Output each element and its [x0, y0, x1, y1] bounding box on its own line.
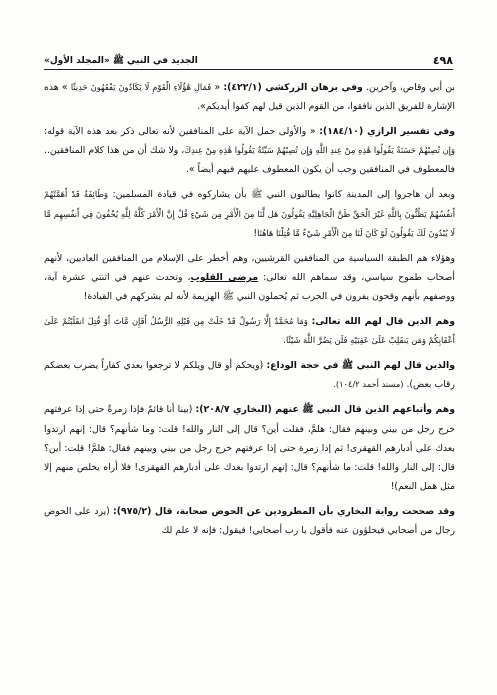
- text-run: » هذه الإشارة للفريق الذين نافقوا، من القوم الذين قيل لهم كفوا أيديكم».: [44, 82, 455, 113]
- text-run: وهؤلاء هم الطبقة السياسية من المنافقين القرشيين، وهم أخطر على الإسلام من المنافقين العاديين، لأنهم أصحاب طموح سياسي، وقد سماهم الله تعالى:: [44, 252, 455, 283]
- text-run: وبعد أن هاجروا إلى المدينة كانوا يطالبون النبي ﷺ بأن يشاركوه في قيادة المسلمين:: [108, 189, 455, 201]
- text-run: « والأولى حمل الآية على المنافقين لأنه تعالى ذكر بعد هذه الآية قوله:: [44, 126, 320, 138]
- paragraph: [44, 78, 455, 116]
- bold-text: وقد صححت رواية البخاري بأن المطرودين عن الحوض صحابة، قال (٩٧٥/٢):: [113, 505, 456, 517]
- page-number: ٤٩٨: [432, 54, 453, 67]
- quote-text: وَمَا مُحَمَّدٌ إِلَّا رَسُولٌ قَدْ خَلَتْ مِن قَبْلِهِ الرُّسُلُ أَفَإِن مَّاتَ أَوْ قُتِلَ انقَلَبْتُمْ عَلَىٰ أَعْقَابِكُمْ وَمَن يَنقَلِبْ عَلَىٰ عَقِبَيْهِ فَلَن يَضُرَّ اللَّهَ شَيْئًا: [44, 316, 455, 346]
- running-title: الجديد في النبي ﷺ «المجلد الأول»: [44, 56, 198, 66]
- page-header: [44, 51, 453, 67]
- bold-text: وهم وأتباعهم الذين قال النبي ﷺ عنهم (البخاري ٢٠٨/٧):: [195, 404, 455, 416]
- bold-text: وفي تفسير الرازي (١٨٤/١٠):: [319, 126, 455, 138]
- quote-text: (مسند أحمد ١٠٤/٢).: [333, 379, 404, 390]
- text-run: «: [211, 82, 224, 93]
- paragraph: [44, 356, 455, 394]
- paragraph: [44, 312, 455, 350]
- bold-text: وفي برهان الزركشي (٤٢٢/١):: [223, 82, 363, 93]
- text-run: (ويحكم أو قال ويلكم لا ترجعوا بعدي كفاراً يضرب بعضكم رقاب بعض).: [44, 360, 455, 391]
- text-run: (بينا أنا قائمٌ فإذا زمرةٌ حتى إذا عرفتهم خرج رجل من بيني وبينهم فقال: هلمَّ، فقلت أين؟ قال إلى النار والله! قلت: وما شأنهم؟ قال: إنهم ارتدوا بعدك على أدبارهم القهقرى! ثم إذا زمرة حتى إذا عرفتهم خرج رجل من بيني وبينهم فقال: هلمَّ! قلت: أين؟ قال: إلى النار والله! قلت: ما شأنهم؟ قال: إنهم ارتدوا بعدك على أدبارهم القهقرى! فلا أراه يخلص منهم إلا مثل همل النعم)!: [44, 404, 455, 492]
- text-run: .: [283, 335, 286, 347]
- paragraph: [44, 249, 455, 306]
- quote-text: وَطَائِفَةٌ قَدْ أَهَمَّتْهُمْ أَنفُسُهُمْ يَظُنُّونَ بِاللَّهِ غَيْرَ الْحَقِّ ظَنَّ الْجَاهِلِيَّةِ يَقُولُونَ هَل لَّنَا مِنَ الْأَمْرِ مِن شَيْءٍ قُلْ إِنَّ الْأَمْرَ كُلَّهُ لِلَّهِ يُخْفُونَ فِي أَنفُسِهِم مَّا لَا يُبْدُونَ لَكَ يَقُولُونَ لَوْ كَانَ لَنَا مِنَ الْأَمْرِ شَيْءٌ مَّا قُتِلْنَا هَاهُنَا: [44, 189, 455, 238]
- text-run: ، ولا شك أن من هذا كلام المنافقين.. فالمعطوف في المنافقين وجب أن يكون المعطوف عليهم فيهم أيضاً ».: [44, 145, 455, 176]
- paragraph: [44, 185, 455, 242]
- paragraph: [44, 502, 455, 540]
- quote-text: فَمَالِ هَٰؤُلَاءِ الْقَوْمِ لَا يَكَادُونَ يَفْقَهُونَ حَدِيثًا: [70, 82, 212, 92]
- header-rule: [44, 69, 453, 70]
- quote-text: وَإِن تُصِبْهُمْ حَسَنَةٌ يَقُولُوا هَٰذِهِ مِنْ عِندِ اللَّهِ وَإِن تُصِبْهُمْ سَيِّئَةٌ يَقُولُوا هَٰذِهِ مِنْ عِندِكَ: [184, 145, 455, 156]
- paragraph: [44, 122, 455, 179]
- text-run: (يرد على الحوض رجال من أصحابي فيحلؤون عنه فأقول يا رب أصحابي! فيقول: فإنه لا علم لك: [44, 505, 455, 536]
- bold-text: والذين قال لهم النبي ﷺ في حجة الوداع:: [266, 360, 455, 372]
- paragraph: [44, 400, 455, 495]
- bold-text: مرضى القلوب: [190, 271, 259, 283]
- bold-text: وهم الذين قال لهم الله تعالى:: [311, 316, 455, 328]
- page-body: [44, 78, 455, 540]
- text-run: !: [253, 227, 258, 239]
- text-run: بن أبي وقاص، وآخرين.: [362, 82, 455, 93]
- text-run: ، وتحدث عنهم في اثنتي عشرة آية، ووصفهم بأنهم وقحون يفرون في الحرب ثم يُحملون النبي ﷺ الهزيمة لأنه لم يشركهم في القيادة!: [44, 271, 455, 302]
